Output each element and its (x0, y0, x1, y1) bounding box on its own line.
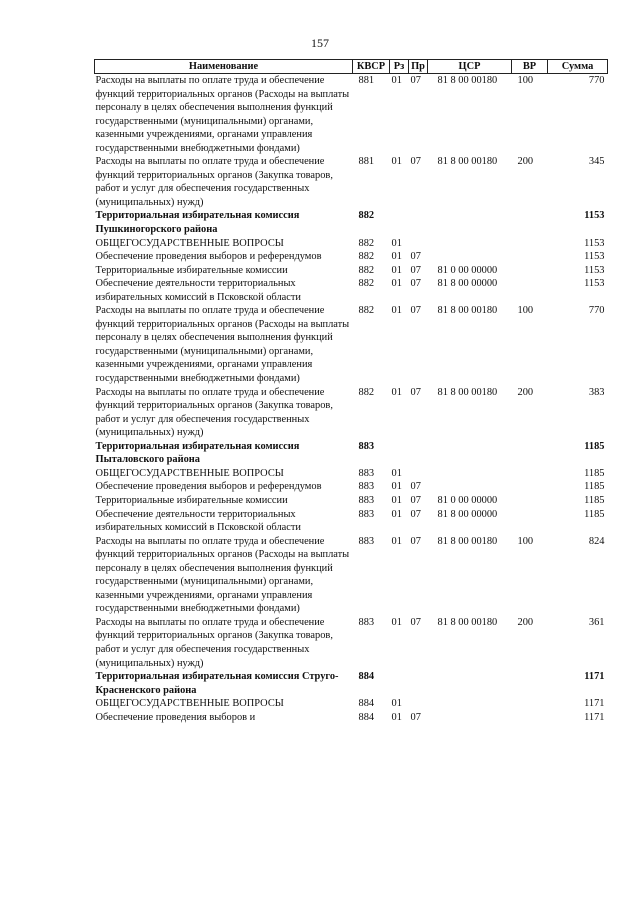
table-row (95, 508, 608, 535)
cell-name: Расходы на выплаты по оплате труда и обеспечение функций территориальных органов (Закупка товаров, работ и услуг для обеспечения государственных (муниципальных) нужд) (95, 386, 333, 439)
cell-csr: 81 8 00 00180 (437, 535, 498, 547)
table-row (95, 711, 608, 725)
cell-sum: 1185 (584, 508, 605, 520)
cell-pr: 07 (410, 264, 421, 276)
cell-kvsr: 881 (358, 156, 375, 168)
cell-csr: 81 8 00 00180 (437, 75, 498, 86)
cell-rz: 01 (391, 156, 402, 168)
cell-pr: 07 (410, 481, 421, 493)
table-row (95, 209, 608, 236)
cell-pr: 07 (410, 156, 421, 168)
page-number: 157 (311, 36, 329, 50)
cell-vr (512, 480, 548, 494)
cell-rz: 01 (391, 508, 402, 520)
cell-rz (390, 209, 409, 236)
cell-rz: 01 (391, 616, 402, 628)
cell-csr (428, 697, 512, 711)
cell-vr (512, 277, 548, 304)
cell-csr: 81 0 00 00000 (437, 494, 498, 506)
header-pr: Пр (409, 60, 428, 74)
cell-sum: 1171 (584, 698, 605, 710)
cell-pr: 07 (410, 278, 421, 290)
cell-name: ОБЩЕГОСУДАРСТВЕННЫЕ ВОПРОСЫ (95, 237, 284, 249)
table-row (95, 535, 608, 616)
cell-kvsr: 884 (358, 671, 375, 683)
cell-name: Обеспечение деятельности территориальных избирательных комиссий в Псковской области (95, 508, 301, 534)
cell-rz (390, 670, 409, 697)
cell-csr (428, 711, 512, 725)
cell-csr (428, 237, 512, 251)
cell-sum: 383 (588, 386, 605, 398)
cell-rz: 01 (391, 264, 402, 276)
cell-rz: 01 (391, 698, 402, 710)
cell-vr (512, 237, 548, 251)
cell-pr: 07 (410, 494, 421, 506)
table-row (95, 74, 608, 156)
cell-csr: 81 8 00 00180 (437, 305, 498, 317)
cell-kvsr: 882 (358, 237, 375, 249)
cell-sum: 361 (588, 616, 605, 628)
cell-sum: 1153 (584, 251, 605, 263)
cell-name: Расходы на выплаты по оплате труда и обеспечение функций территориальных органов (Расходы на выплаты персоналу в целях обеспечения выполнения функций государственными (муниципальными) органами, казенными учреждениями, органами управления государственными внебюджетными фондами) (95, 75, 350, 154)
cell-csr (428, 209, 512, 236)
cell-rz: 01 (391, 237, 402, 249)
cell-csr (428, 250, 512, 264)
cell-name: ОБЩЕГОСУДАРСТВЕННЫЕ ВОПРОСЫ (95, 698, 284, 710)
cell-csr: 81 0 00 00000 (437, 264, 498, 276)
cell-kvsr: 883 (358, 616, 375, 628)
header-vr: ВР (512, 60, 548, 74)
cell-vr (512, 697, 548, 711)
cell-kvsr: 884 (358, 698, 375, 710)
cell-vr: 200 (517, 156, 534, 168)
cell-name: Территориальные избирательные комиссии (95, 494, 288, 506)
cell-rz: 01 (391, 386, 402, 398)
cell-csr (428, 480, 512, 494)
cell-vr (512, 264, 548, 278)
cell-vr: 100 (517, 535, 534, 547)
cell-sum: 1153 (584, 237, 605, 249)
cell-vr (512, 209, 548, 236)
cell-pr (409, 237, 428, 251)
cell-pr (409, 467, 428, 481)
cell-vr (512, 508, 548, 535)
table-row (95, 250, 608, 264)
cell-vr (512, 467, 548, 481)
cell-rz: 01 (391, 535, 402, 547)
cell-pr: 07 (410, 305, 421, 317)
cell-sum: 1153 (584, 210, 605, 222)
cell-pr (409, 440, 428, 467)
table-header-row (95, 60, 608, 74)
cell-sum: 770 (588, 75, 605, 86)
cell-rz: 01 (391, 305, 402, 317)
header-rz: Рз (390, 60, 409, 74)
cell-name: Расходы на выплаты по оплате труда и обеспечение функций территориальных органов (Расходы на выплаты персоналу в целях обеспечения выполнения функций государственными (муниципальными) органами, казенными учреждениями, органами управления государственными внебюджетными фондами) (95, 305, 350, 385)
cell-kvsr: 883 (358, 508, 375, 520)
cell-name: Обеспечение проведения выборов и (95, 711, 256, 723)
cell-rz: 01 (391, 481, 402, 493)
table-body (95, 74, 608, 725)
cell-sum: 1185 (584, 440, 605, 452)
cell-kvsr: 884 (358, 711, 375, 723)
cell-pr: 07 (410, 508, 421, 520)
header-kvsr: КВСР (353, 60, 390, 74)
table-row (95, 670, 608, 697)
cell-kvsr: 883 (358, 481, 375, 493)
cell-kvsr: 882 (358, 305, 375, 317)
cell-sum: 1171 (584, 671, 605, 683)
cell-vr: 100 (517, 305, 534, 317)
cell-csr (428, 467, 512, 481)
cell-pr: 07 (410, 386, 421, 398)
cell-vr (512, 670, 548, 697)
cell-name: Территориальные избирательные комиссии (95, 264, 288, 276)
cell-vr: 200 (517, 616, 534, 628)
cell-kvsr: 882 (358, 264, 375, 276)
cell-name: Расходы на выплаты по оплате труда и обеспечение функций территориальных органов (Расходы на выплаты персоналу в целях обеспечения выполнения функций государственными (муниципальными) органами, казенными учреждениями, органами управления государственными внебюджетными фондами) (95, 535, 350, 615)
cell-csr: 81 8 00 00180 (437, 616, 498, 628)
cell-sum: 1185 (584, 481, 605, 493)
cell-sum: 1185 (584, 494, 605, 506)
cell-rz: 01 (391, 278, 402, 290)
table-row (95, 440, 608, 467)
cell-sum: 1153 (584, 278, 605, 290)
table-row (95, 155, 608, 209)
cell-kvsr: 883 (358, 494, 375, 506)
cell-vr (512, 250, 548, 264)
cell-name: ОБЩЕГОСУДАРСТВЕННЫЕ ВОПРОСЫ (95, 467, 284, 479)
cell-name: Обеспечение проведения выборов и референдумов (95, 251, 322, 263)
table-row (95, 237, 608, 251)
header-name: Наименование (95, 60, 353, 74)
cell-rz: 01 (391, 251, 402, 263)
table-row (95, 480, 608, 494)
cell-sum: 1185 (584, 467, 605, 479)
cell-pr (409, 209, 428, 236)
table-row (95, 264, 608, 278)
cell-sum: 1171 (584, 711, 605, 723)
cell-sum: 770 (588, 305, 605, 317)
cell-name: Территориальная избирательная комиссия Пушкиногорского района (95, 210, 300, 236)
cell-kvsr: 883 (358, 535, 375, 547)
cell-csr (428, 670, 512, 697)
cell-name: Обеспечение проведения выборов и референдумов (95, 481, 322, 493)
cell-pr (409, 697, 428, 711)
cell-pr: 07 (410, 535, 421, 547)
cell-kvsr: 882 (358, 278, 375, 290)
header-csr: ЦСР (428, 60, 512, 74)
cell-rz: 01 (391, 467, 402, 479)
cell-kvsr: 882 (358, 251, 375, 263)
cell-name: Территориальная избирательная комиссия Струго-Красненского района (95, 671, 339, 696)
cell-name: Территориальная избирательная комиссия Пыталовского района (95, 440, 300, 466)
cell-sum: 824 (588, 535, 605, 547)
cell-rz: 01 (391, 711, 402, 723)
cell-sum: 345 (588, 156, 605, 168)
cell-csr: 81 8 00 00000 (437, 278, 498, 290)
cell-kvsr: 883 (358, 440, 375, 452)
cell-pr (409, 670, 428, 697)
cell-pr: 07 (410, 616, 421, 628)
table-row (95, 467, 608, 481)
cell-kvsr: 882 (358, 210, 375, 222)
table-row (95, 616, 608, 670)
cell-pr: 07 (410, 251, 421, 263)
cell-name: Расходы на выплаты по оплате труда и обеспечение функций территориальных органов (Закупка товаров, работ и услуг для обеспечения государственных (муниципальных) нужд) (95, 156, 333, 208)
cell-sum: 1153 (584, 264, 605, 276)
table-row (95, 494, 608, 508)
cell-name: Расходы на выплаты по оплате труда и обеспечение функций территориальных органов (Закупка товаров, работ и услуг для обеспечения государственных (муниципальных) нужд) (95, 616, 333, 669)
cell-rz (390, 440, 409, 467)
cell-csr (428, 440, 512, 467)
table-row (95, 697, 608, 711)
budget-table (94, 59, 608, 724)
cell-vr: 100 (517, 75, 534, 86)
cell-vr (512, 494, 548, 508)
cell-csr: 81 8 00 00180 (437, 156, 498, 168)
cell-vr: 200 (517, 386, 534, 398)
table-row (95, 304, 608, 385)
cell-vr (512, 711, 548, 725)
cell-pr: 07 (410, 75, 421, 86)
header-sum: Сумма (548, 60, 608, 74)
cell-rz: 01 (391, 75, 402, 86)
cell-csr: 81 8 00 00180 (437, 386, 498, 398)
cell-name: Обеспечение деятельности территориальных избирательных комиссий в Псковской области (95, 278, 301, 303)
cell-kvsr: 883 (358, 467, 375, 479)
cell-vr (512, 440, 548, 467)
cell-csr: 81 8 00 00000 (437, 508, 498, 520)
table-row (95, 386, 608, 440)
cell-kvsr: 882 (358, 386, 375, 398)
cell-kvsr: 881 (358, 75, 375, 86)
cell-rz: 01 (391, 494, 402, 506)
cell-pr: 07 (410, 711, 421, 723)
table-row (95, 277, 608, 304)
